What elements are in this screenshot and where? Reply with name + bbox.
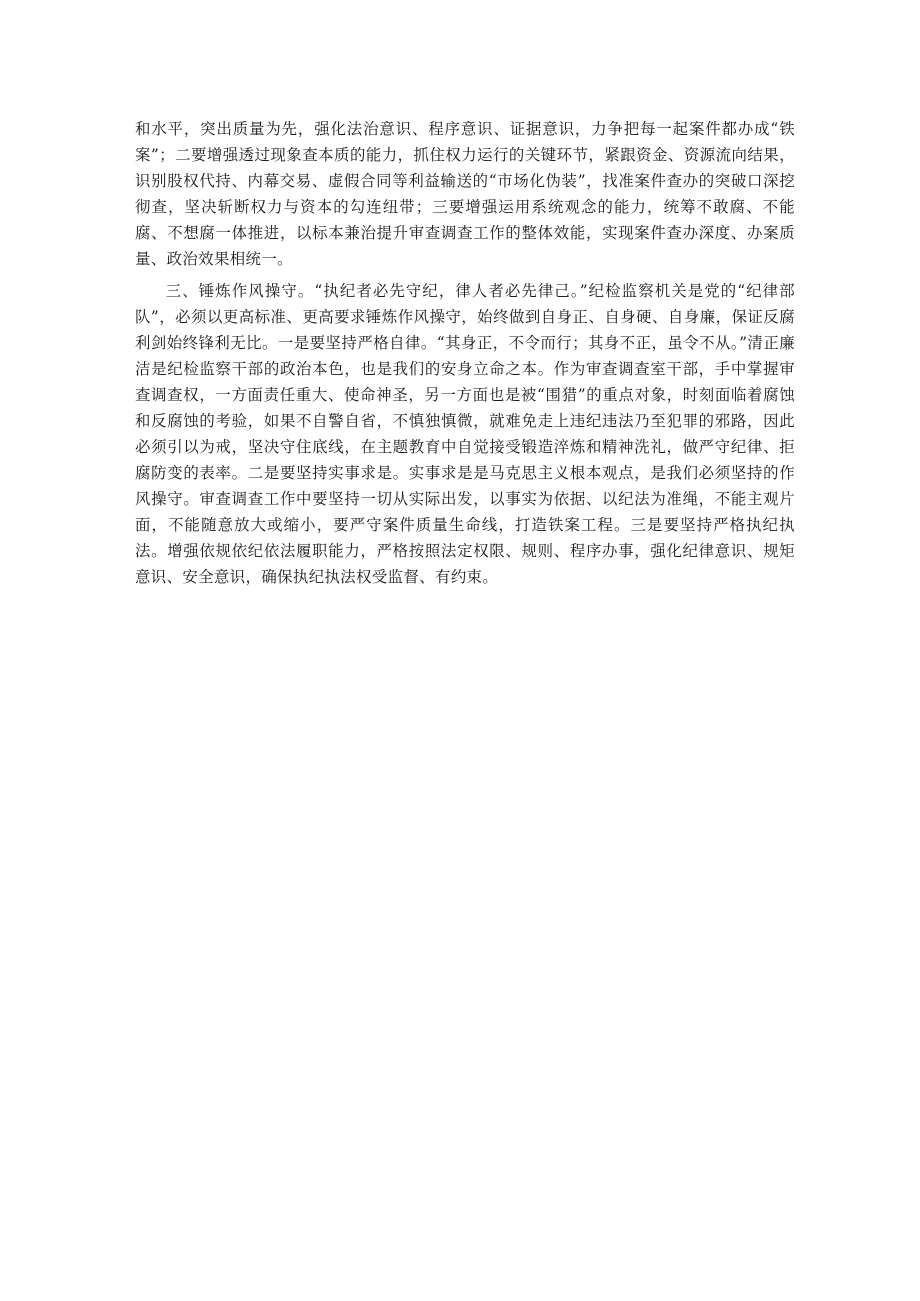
- document-body: [135, 116, 795, 590]
- paragraph-section-three: 三、锤炼作风操守。“执纪者必先守纪，律人者必先律己。”纪检监察机关是党的“纪律部队”，必须以更高标准、更高要求锤炼作风操守，始终做到自身正、自身硬、自身廉，保证反腐利剑始终锋利无比。一是要坚持严格自律。“其身正，不令而行；其身不正，虽令不从。”清正廉洁是纪检监察干部的政治本色，也是我们的安身立命之本。作为审查调查室干部，手中掌握审查调查权，一方面责任重大、使命神圣，另一方面也是被“围猎”的重点对象，时刻面临着腐蚀和反腐蚀的考验，如果不自警自省，不慎独慎微，就难免走上违纪违法乃至犯罪的邪路，因此必须引以为戒，坚决守住底线，在主题教育中自觉接受锻造淬炼和精神洗礼，做严守纪律、拒腐防变的表率。二是要坚持实事求是。实事求是是马克思主义根本观点，是我们必须坚持的作风操守。审查调查工作中要坚持一切从实际出发，以事实为依据、以纪法为准绳，不能主观片面，不能随意放大或缩小，要严守案件质量生命线，打造铁案工程。三是要坚持严格执纪执法。增强依规依纪依法履职能力，严格按照法定权限、规则、程序办事，强化纪律意识、规矩意识、安全意识，确保执纪执法权受监督、有约束。: [135, 282, 795, 586]
- paragraph-continuation: 和水平，突出质量为先，强化法治意识、程序意识、证据意识，力争把每一起案件都办成“铁案”；二要增强透过现象查本质的能力，抓住权力运行的关键环节，紧跟资金、资源流向结果，识别股权代持、内幕交易、虚假合同等利益输送的“市场化伪装”，找准案件查办的突破口深挖彻查，坚决斩断权力与资本的勾连纽带；三要增强运用系统观念的能力，统筹不敢腐、不能腐、不想腐一体推进，以标本兼治提升审查调查工作的整体效能，实现案件查办深度、办案质量、政治效果相统一。: [135, 120, 795, 268]
